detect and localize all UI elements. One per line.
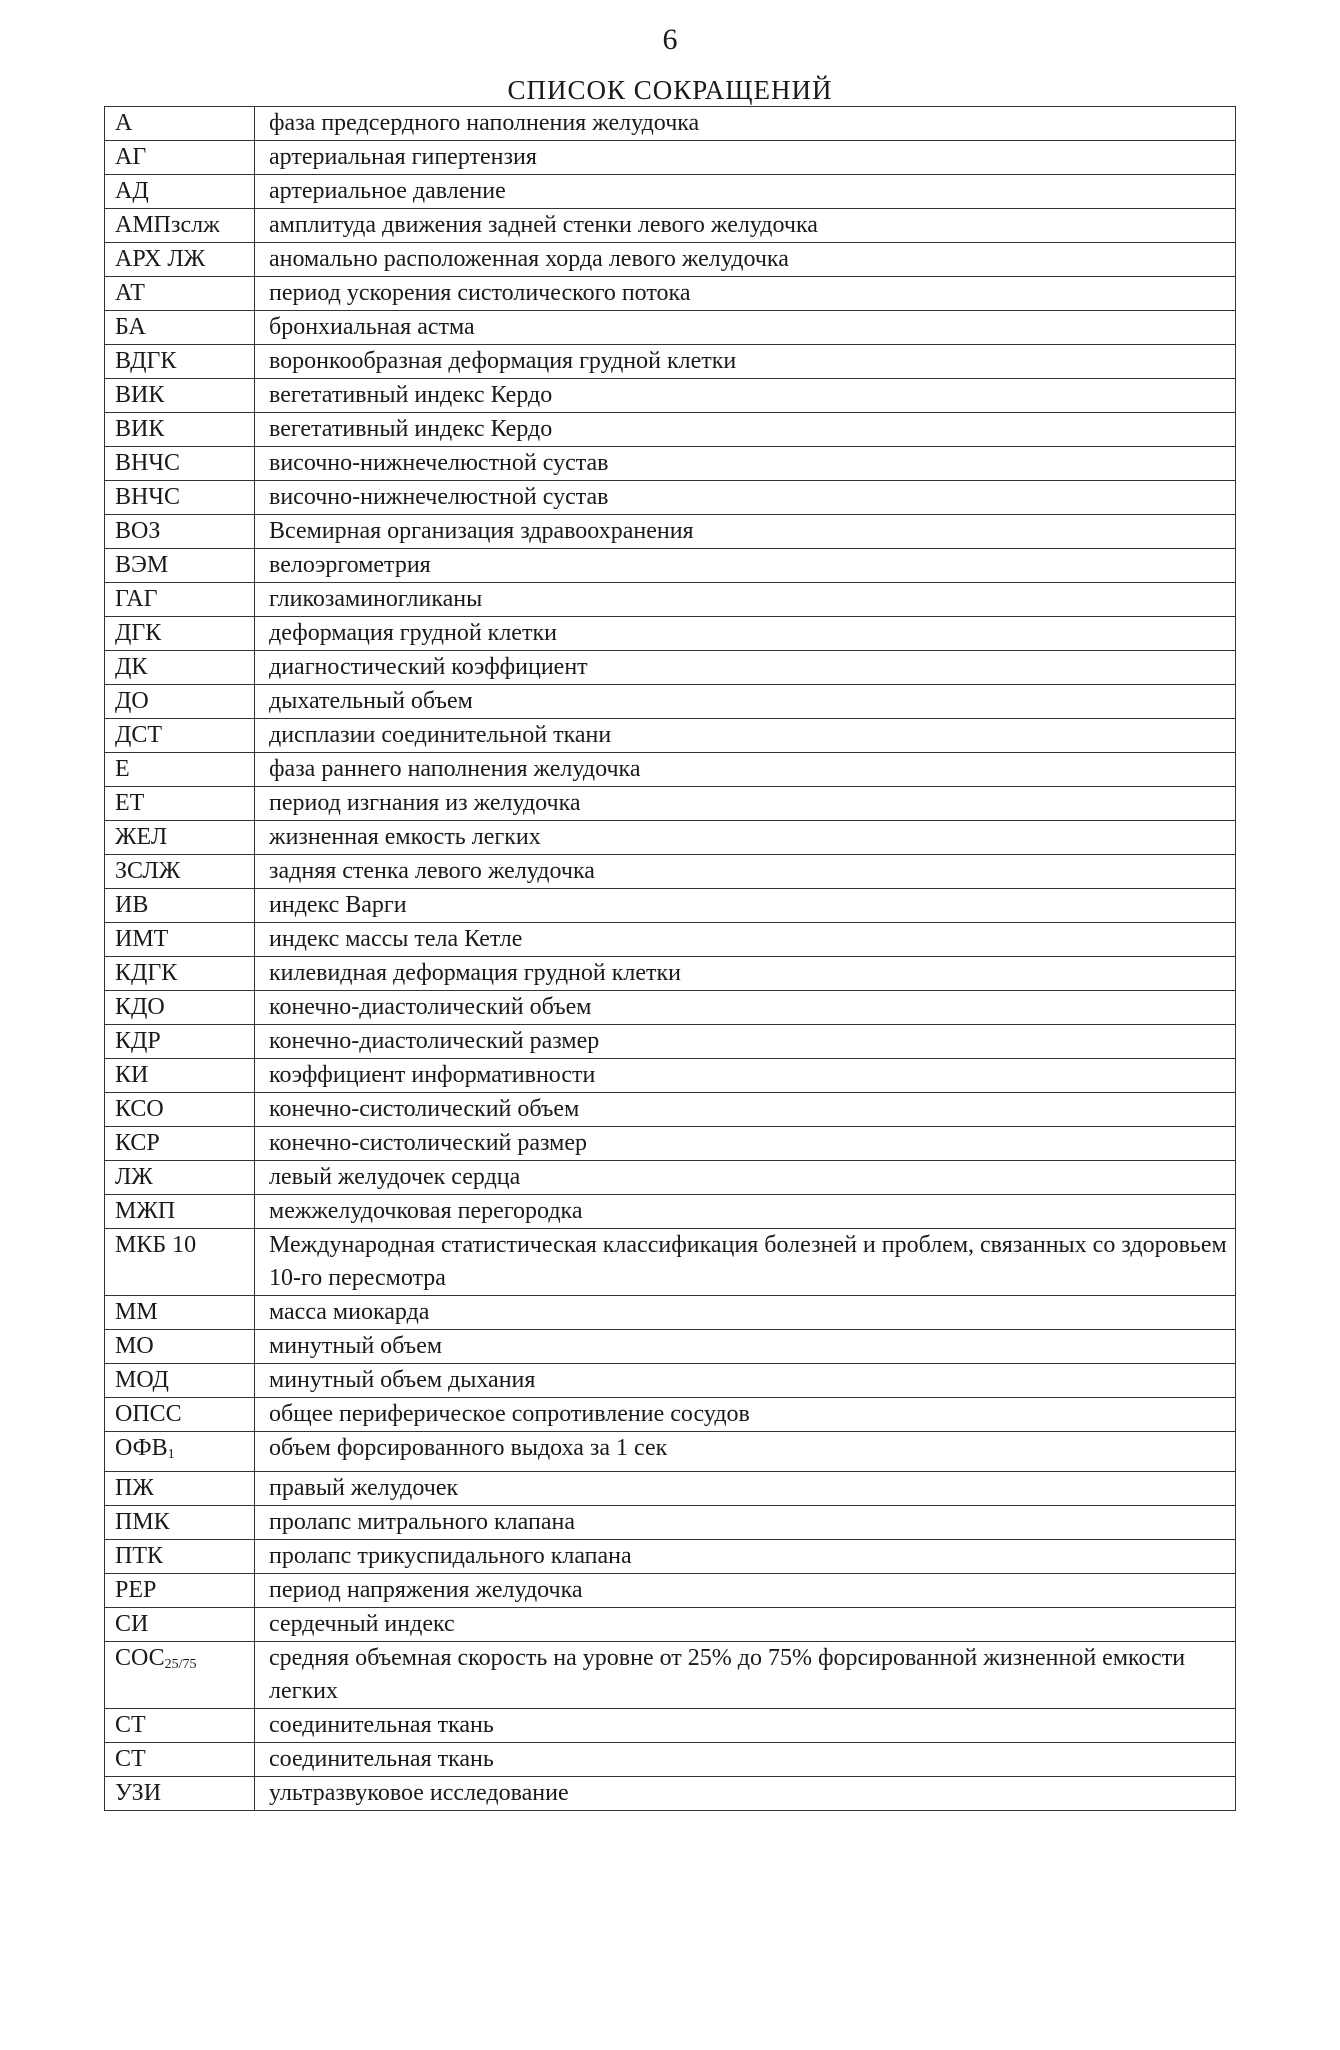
abbreviation-cell <box>105 1059 255 1093</box>
definition-cell: дисплазии соединительной ткани <box>255 719 1236 753</box>
abbreviation-cell <box>105 889 255 923</box>
table-row <box>105 957 1236 991</box>
abbreviation-cell <box>105 1093 255 1127</box>
definition-cell: индекс массы тела Кетле <box>255 923 1236 957</box>
abbreviation-text: ВОЗ <box>115 518 161 544</box>
table-row <box>105 1093 1236 1127</box>
abbreviation-text: ЗСЛЖ <box>115 858 181 884</box>
abbreviation-text: БА <box>115 314 146 340</box>
abbreviation-cell <box>105 447 255 481</box>
definition-cell: вегетативный индекс Кердо <box>255 413 1236 447</box>
abbreviation-text: СТ <box>115 1712 146 1738</box>
table-row <box>105 1195 1236 1229</box>
abbreviation-cell <box>105 719 255 753</box>
table-row <box>105 855 1236 889</box>
table-row <box>105 413 1236 447</box>
abbreviation-subscript: 1 <box>167 1447 175 1462</box>
table-row <box>105 1161 1236 1195</box>
table-row <box>105 379 1236 413</box>
definition-cell: задняя стенка левого желудочка <box>255 855 1236 889</box>
table-row <box>105 583 1236 617</box>
abbreviation-text: ДГК <box>115 620 162 646</box>
page-title: СПИСОК СОКРАЩЕНИЙ <box>507 75 833 105</box>
abbreviation-cell <box>105 1432 255 1472</box>
abbreviation-cell <box>105 685 255 719</box>
abbreviation-text: ЕТ <box>115 790 145 816</box>
table-row <box>105 1472 1236 1506</box>
abbreviation-cell <box>105 787 255 821</box>
abbreviation-cell <box>105 923 255 957</box>
abbreviation-cell <box>105 1398 255 1432</box>
abbreviation-cell <box>105 1506 255 1540</box>
table-row <box>105 243 1236 277</box>
definition-cell: объем форсированного выдоха за 1 сек <box>255 1432 1236 1472</box>
abbreviation-cell <box>105 243 255 277</box>
definition-cell: коэффициент информативности <box>255 1059 1236 1093</box>
table-row <box>105 1229 1236 1296</box>
table-row <box>105 821 1236 855</box>
table-row <box>105 685 1236 719</box>
definition-cell: ультразвуковое исследование <box>255 1777 1236 1811</box>
abbreviation-text: ЖЕЛ <box>115 824 168 850</box>
table-row <box>105 617 1236 651</box>
definition-cell: конечно-систолический объем <box>255 1093 1236 1127</box>
abbreviation-cell <box>105 481 255 515</box>
abbreviation-cell <box>105 107 255 141</box>
abbreviation-text: Е <box>115 756 130 782</box>
abbreviations-table-body <box>105 107 1236 1811</box>
table-row <box>105 209 1236 243</box>
table-row <box>105 1296 1236 1330</box>
definition-cell: период изгнания из желудочка <box>255 787 1236 821</box>
abbreviation-cell <box>105 1574 255 1608</box>
definition-cell: аномально расположенная хорда левого желудочка <box>255 243 1236 277</box>
abbreviation-text: ПЖ <box>115 1475 154 1501</box>
abbreviation-cell <box>105 1296 255 1330</box>
abbreviation-text: ПМК <box>115 1509 170 1535</box>
definition-cell: Всемирная организация здравоохранения <box>255 515 1236 549</box>
definition-cell: конечно-диастолический объем <box>255 991 1236 1025</box>
abbreviation-text: ВНЧС <box>115 450 180 476</box>
definition-cell: Международная статистическая классификация болезней и проблем, связанных со здоровьем 10-го пересмотра <box>255 1229 1236 1296</box>
definition-cell: фаза предсердного наполнения желудочка <box>255 107 1236 141</box>
table-row <box>105 1059 1236 1093</box>
abbreviation-text: АД <box>115 178 149 204</box>
definition-cell: средняя объемная скорость на уровне от 25% до 75% форсированной жизненной емкости легких <box>255 1642 1236 1709</box>
abbreviation-cell <box>105 515 255 549</box>
abbreviations-table <box>104 106 1236 1811</box>
definition-cell: деформация грудной клетки <box>255 617 1236 651</box>
abbreviation-cell <box>105 413 255 447</box>
definition-cell: индекс Варги <box>255 889 1236 923</box>
table-row <box>105 277 1236 311</box>
abbreviation-cell <box>105 277 255 311</box>
abbreviation-cell <box>105 1777 255 1811</box>
definition-cell: бронхиальная астма <box>255 311 1236 345</box>
table-row <box>105 1398 1236 1432</box>
abbreviation-cell <box>105 583 255 617</box>
definition-cell: пролапс митрального клапана <box>255 1506 1236 1540</box>
definition-cell: килевидная деформация грудной клетки <box>255 957 1236 991</box>
abbreviation-text: ПТК <box>115 1543 163 1569</box>
abbreviation-text: КДР <box>115 1028 161 1054</box>
abbreviation-text: ИМТ <box>115 926 169 952</box>
definition-cell: амплитуда движения задней стенки левого желудочка <box>255 209 1236 243</box>
definition-cell: минутный объем дыхания <box>255 1364 1236 1398</box>
definition-cell: соединительная ткань <box>255 1709 1236 1743</box>
abbreviation-text: МКБ 10 <box>115 1232 197 1258</box>
abbreviation-text: ВИК <box>115 416 165 442</box>
abbreviation-text: КСР <box>115 1130 160 1156</box>
table-row <box>105 1506 1236 1540</box>
abbreviation-cell <box>105 175 255 209</box>
abbreviation-subscript: 25/75 <box>164 1657 197 1672</box>
table-row <box>105 1025 1236 1059</box>
table-row <box>105 651 1236 685</box>
abbreviation-text: СИ <box>115 1611 149 1637</box>
abbreviation-cell <box>105 1472 255 1506</box>
definition-cell: диагностический коэффициент <box>255 651 1236 685</box>
abbreviation-text: ИВ <box>115 892 149 918</box>
table-row <box>105 107 1236 141</box>
abbreviation-cell <box>105 1608 255 1642</box>
abbreviation-cell <box>105 345 255 379</box>
table-row <box>105 447 1236 481</box>
table-row <box>105 991 1236 1025</box>
definition-cell: конечно-диастолический размер <box>255 1025 1236 1059</box>
abbreviation-text: КДО <box>115 994 165 1020</box>
table-row <box>105 1330 1236 1364</box>
abbreviation-cell <box>105 1709 255 1743</box>
definition-cell: масса миокарда <box>255 1296 1236 1330</box>
abbreviation-text: PEP <box>115 1577 157 1603</box>
abbreviation-text: ММ <box>115 1299 158 1325</box>
abbreviation-cell <box>105 991 255 1025</box>
definition-cell: сердечный индекс <box>255 1608 1236 1642</box>
abbreviation-text: ДО <box>115 688 149 714</box>
abbreviation-text: АТ <box>115 280 145 306</box>
table-row <box>105 1777 1236 1811</box>
definition-cell: воронкообразная деформация грудной клетки <box>255 345 1236 379</box>
abbreviation-text: ВДГК <box>115 348 177 374</box>
table-row <box>105 753 1236 787</box>
table-row <box>105 1364 1236 1398</box>
definition-cell: период напряжения желудочка <box>255 1574 1236 1608</box>
definition-cell: гликозаминогликаны <box>255 583 1236 617</box>
abbreviation-text: УЗИ <box>115 1780 162 1806</box>
table-row <box>105 549 1236 583</box>
definition-cell: велоэргометрия <box>255 549 1236 583</box>
abbreviation-cell <box>105 311 255 345</box>
abbreviation-text: МО <box>115 1333 154 1359</box>
abbreviation-cell <box>105 141 255 175</box>
definition-cell: соединительная ткань <box>255 1743 1236 1777</box>
abbreviation-text: СОС <box>115 1645 165 1671</box>
abbreviation-cell <box>105 957 255 991</box>
abbreviation-cell <box>105 753 255 787</box>
page-number: 6 <box>662 23 678 56</box>
table-row <box>105 1709 1236 1743</box>
table-row <box>105 719 1236 753</box>
abbreviation-text: ВНЧС <box>115 484 180 510</box>
abbreviation-cell <box>105 821 255 855</box>
abbreviation-text: СТ <box>115 1746 146 1772</box>
abbreviation-text: ОПСС <box>115 1401 182 1427</box>
abbreviation-text: ДК <box>115 654 148 680</box>
abbreviation-cell <box>105 209 255 243</box>
abbreviation-cell <box>105 1330 255 1364</box>
abbreviation-text: МОД <box>115 1367 169 1393</box>
table-row <box>105 923 1236 957</box>
table-row <box>105 515 1236 549</box>
table-row <box>105 1432 1236 1472</box>
abbreviation-text: ОФВ <box>115 1435 168 1461</box>
abbreviation-text: КДГК <box>115 960 178 986</box>
definition-cell: общее периферическое сопротивление сосудов <box>255 1398 1236 1432</box>
definition-cell: вегетативный индекс Кердо <box>255 379 1236 413</box>
abbreviation-text: ЛЖ <box>115 1164 153 1190</box>
table-row <box>105 787 1236 821</box>
abbreviation-cell <box>105 1642 255 1709</box>
abbreviation-text: КИ <box>115 1062 149 1088</box>
abbreviation-cell <box>105 1127 255 1161</box>
table-row <box>105 481 1236 515</box>
definition-cell: височно-нижнечелюстной сустав <box>255 447 1236 481</box>
abbreviation-cell <box>105 1229 255 1296</box>
table-row <box>105 175 1236 209</box>
abbreviation-text: ВИК <box>115 382 165 408</box>
definition-cell: период ускорения систолического потока <box>255 277 1236 311</box>
table-row <box>105 1642 1236 1709</box>
table-row <box>105 141 1236 175</box>
abbreviation-cell <box>105 855 255 889</box>
abbreviation-text: АГ <box>115 144 147 170</box>
table-row <box>105 1127 1236 1161</box>
definition-cell: межжелудочковая перегородка <box>255 1195 1236 1229</box>
table-row <box>105 1540 1236 1574</box>
abbreviation-text: ГАГ <box>115 586 158 612</box>
abbreviation-text: АМПзслж <box>115 212 220 238</box>
abbreviation-cell <box>105 1161 255 1195</box>
definition-cell: дыхательный объем <box>255 685 1236 719</box>
definition-cell: височно-нижнечелюстной сустав <box>255 481 1236 515</box>
definition-cell: конечно-систолический размер <box>255 1127 1236 1161</box>
definition-cell: жизненная емкость легких <box>255 821 1236 855</box>
definition-cell: артериальная гипертензия <box>255 141 1236 175</box>
table-row <box>105 1574 1236 1608</box>
abbreviation-text: АРХ ЛЖ <box>115 246 206 272</box>
definition-cell: минутный объем <box>255 1330 1236 1364</box>
abbreviation-text: ВЭМ <box>115 552 169 578</box>
abbreviation-cell <box>105 1025 255 1059</box>
abbreviation-cell <box>105 1195 255 1229</box>
abbreviation-cell <box>105 1540 255 1574</box>
table-row <box>105 311 1236 345</box>
abbreviation-text: ДСТ <box>115 722 163 748</box>
abbreviation-cell <box>105 1743 255 1777</box>
abbreviation-cell <box>105 617 255 651</box>
abbreviation-cell <box>105 379 255 413</box>
table-row <box>105 1743 1236 1777</box>
abbreviation-cell <box>105 1364 255 1398</box>
definition-cell: пролапс трикуспидального клапана <box>255 1540 1236 1574</box>
abbreviation-cell <box>105 549 255 583</box>
abbreviation-text: КСО <box>115 1096 164 1122</box>
table-row <box>105 1608 1236 1642</box>
abbreviation-cell <box>105 651 255 685</box>
table-row <box>105 889 1236 923</box>
definition-cell: артериальное давление <box>255 175 1236 209</box>
definition-cell: левый желудочек сердца <box>255 1161 1236 1195</box>
abbreviation-text: МЖП <box>115 1198 176 1224</box>
definition-cell: правый желудочек <box>255 1472 1236 1506</box>
table-row <box>105 345 1236 379</box>
abbreviation-text: А <box>115 110 133 136</box>
definition-cell: фаза раннего наполнения желудочка <box>255 753 1236 787</box>
